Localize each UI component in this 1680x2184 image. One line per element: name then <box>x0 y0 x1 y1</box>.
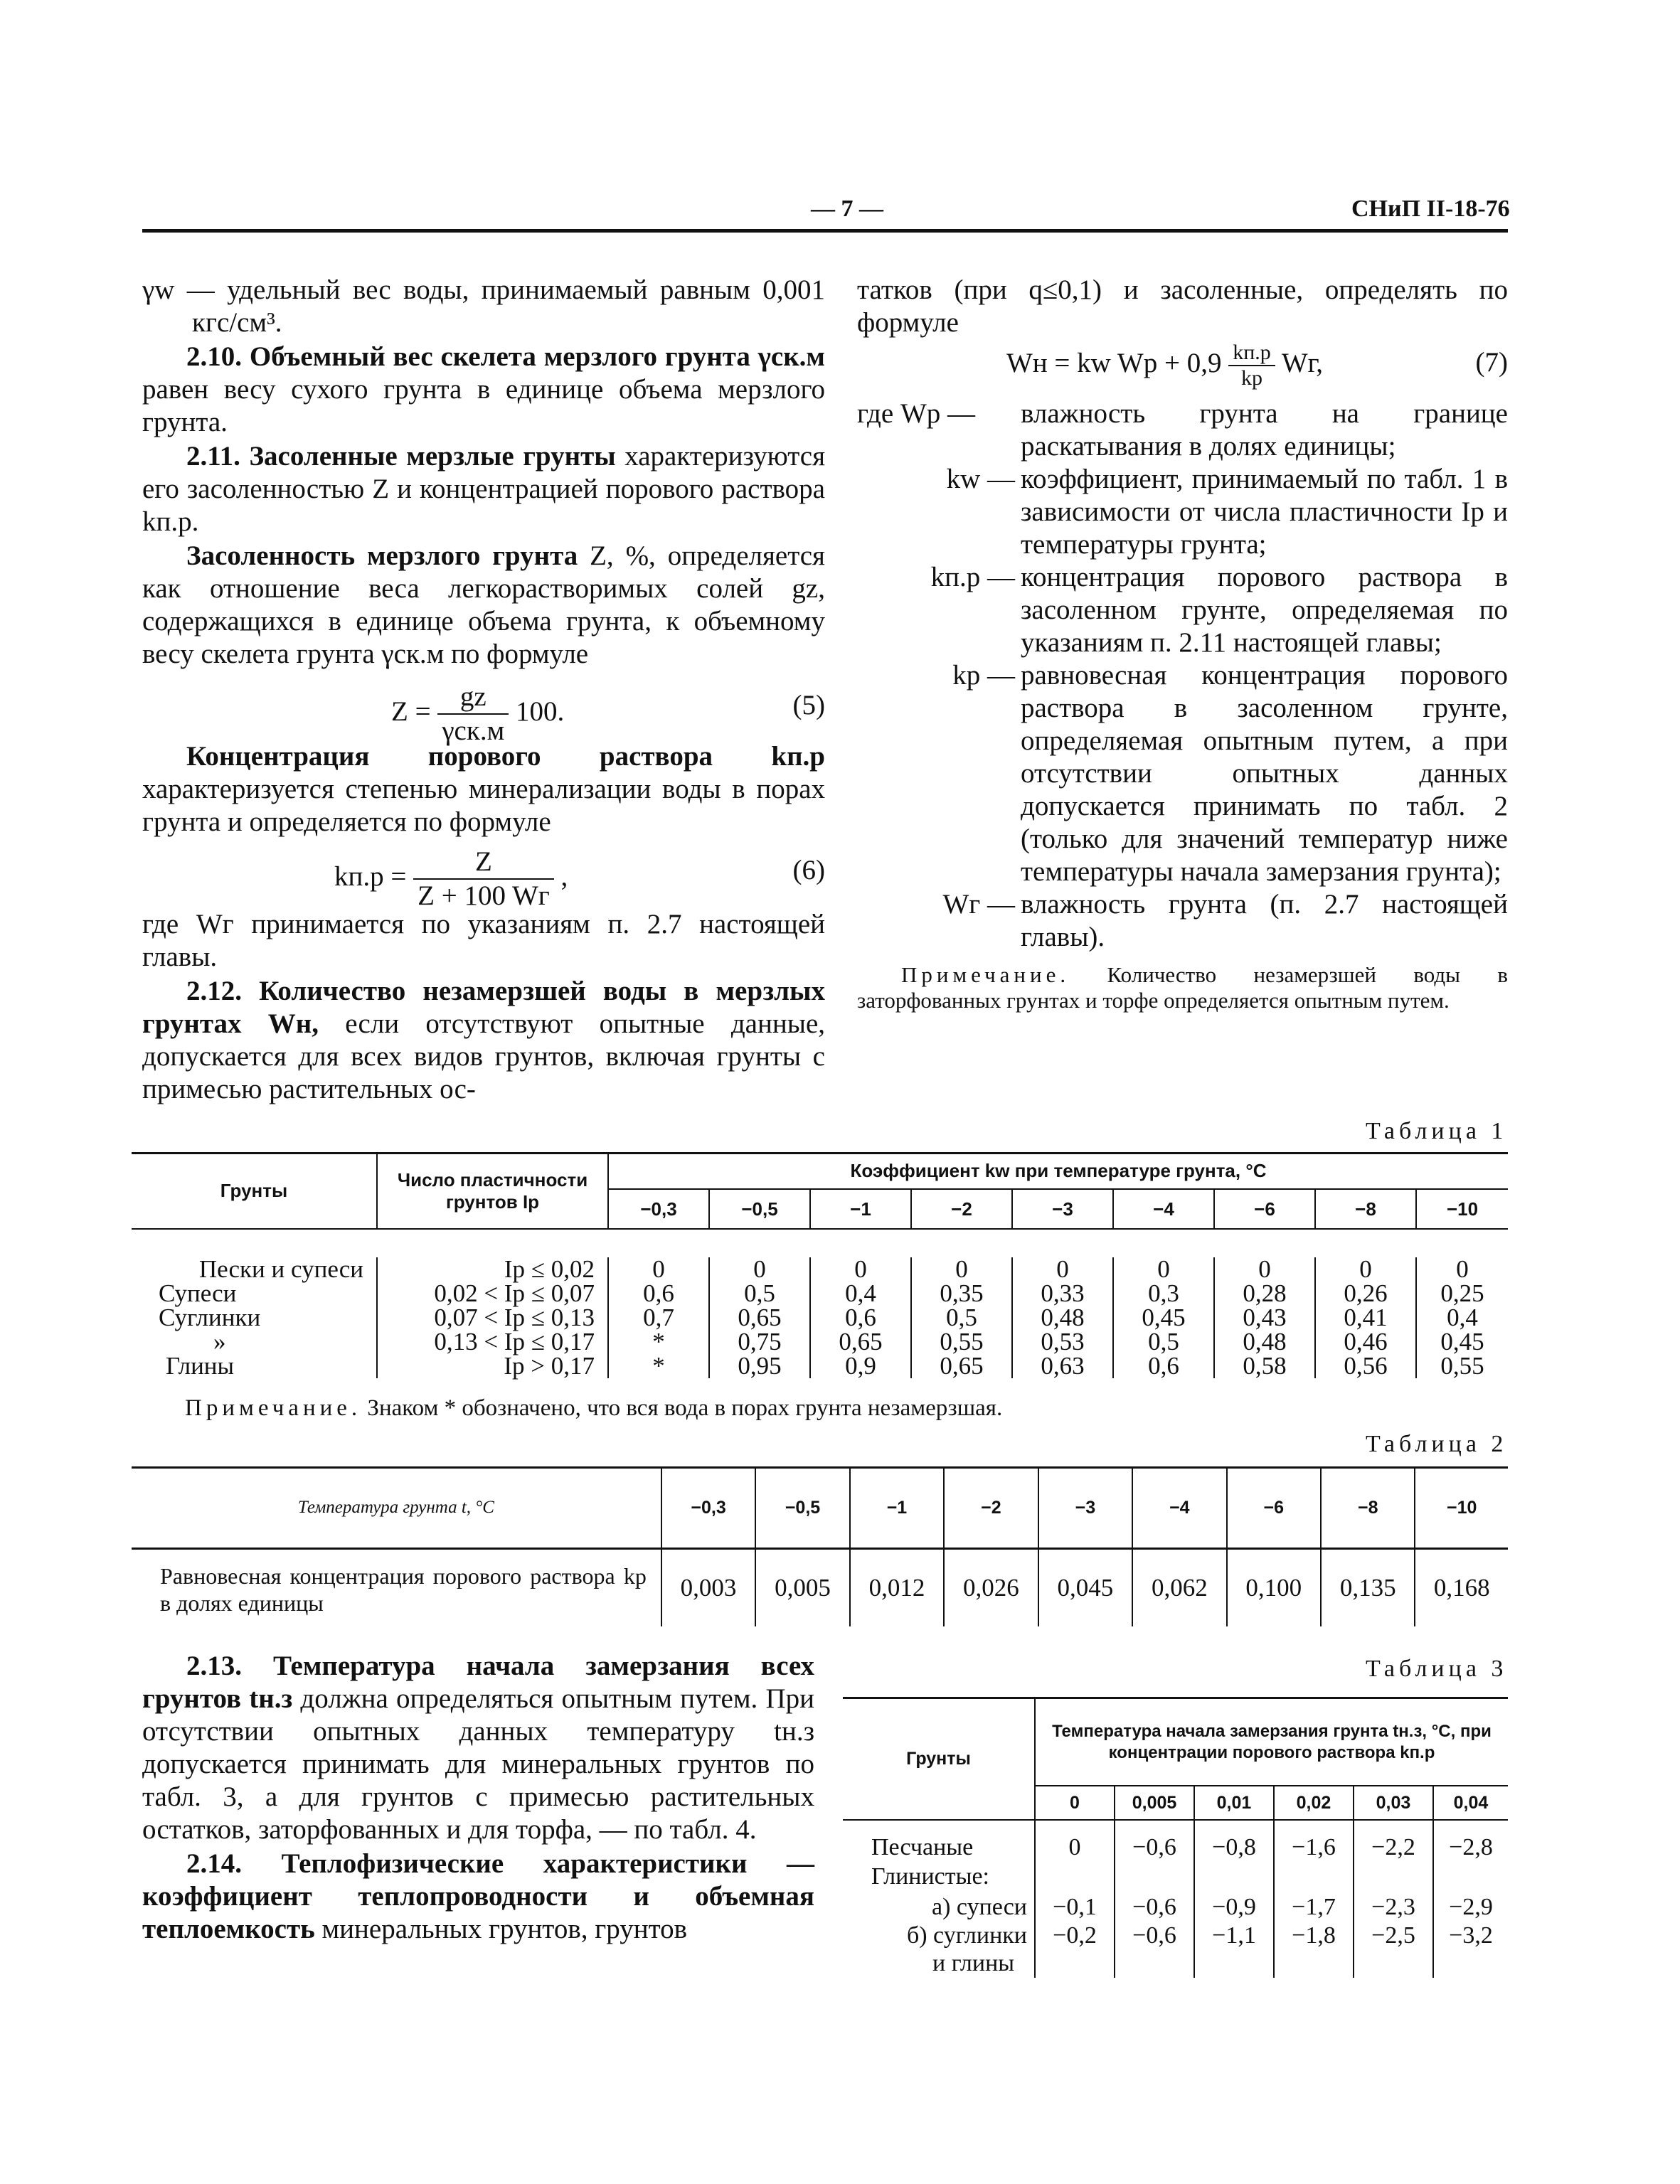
table-1-soil: Пески и супеси <box>198 1255 363 1283</box>
clause-number: 2.10. <box>186 341 242 372</box>
table-2 <box>132 1469 1508 1626</box>
table-3-cell <box>1115 1949 1194 1978</box>
formula-lhs: Z = <box>391 696 431 727</box>
table-1-cell: 0,75 <box>709 1330 810 1354</box>
table-3-cell: −0,6 <box>1115 1820 1194 1861</box>
definition-text: влажность грунта на границе раскатывания в долях единицы; <box>1021 398 1508 462</box>
definition-text: коэффициент, принимаемый по табл. 1 в зависимости от числа пластичности Ip и температуры грунта; <box>1021 464 1508 560</box>
table-3-cell <box>1035 1861 1115 1892</box>
table-3-cell: −0,2 <box>1035 1922 1115 1949</box>
table-3-soil: Песчаные <box>843 1820 1035 1861</box>
paragraph-concentration <box>142 740 825 838</box>
fraction-denominator: γск.м <box>442 715 505 746</box>
table-3-cell <box>1354 1949 1433 1978</box>
table-3-header-soil: Грунты <box>843 1699 1035 1820</box>
table-1 <box>132 1154 1508 1378</box>
table-2-header-label: Температура грунта t, °С <box>132 1469 661 1548</box>
header-rule <box>142 229 1508 233</box>
term-text: характеризуется степенью минерализации воды в порах грунта и определяется по формуле <box>142 774 825 837</box>
formula-lhs: kп.р = <box>334 861 407 892</box>
table-1-cell: 0,28 <box>1214 1282 1315 1306</box>
clause-number: 2.14. <box>186 1848 242 1879</box>
formula-tail: , <box>560 861 568 892</box>
table-1-cell: 0 <box>810 1257 911 1282</box>
note-text: Количество незамерзшей воды в заторфованных грунтах и торфе определяется опытным путем. <box>857 962 1508 1013</box>
table-3-conc-header: 0,04 <box>1453 1792 1489 1813</box>
formula-number: (5) <box>792 690 825 720</box>
table-2-cell: 0,005 <box>755 1548 849 1626</box>
table-2-temp-header: −1 <box>850 1469 944 1548</box>
clause-title: Засоленные мерзлые грунты <box>249 441 616 472</box>
table-2-cell: 0,062 <box>1132 1548 1226 1626</box>
definition-item <box>857 398 1508 463</box>
table-3-soil: и глины <box>843 1949 1035 1978</box>
table-1-temp-header: −2 <box>911 1189 1012 1229</box>
clause-text: должна определяться опытным путем. При отсутствии опытных данных температуру tн.з допускается принимать для минеральных грунтов по табл. 3, а для грунтов с примесью растительных остатков, заторфованных и для торфа, — по табл. 4. <box>142 1683 815 1845</box>
table-3-caption: Таблица 3 <box>1366 1656 1508 1682</box>
table-1-temp-header: −1 <box>810 1189 911 1229</box>
table-1-header-plasticity: Число пластичности грунтов Ip <box>377 1154 608 1229</box>
definition-item <box>857 561 1508 659</box>
definition-text: концентрация порового раствора в засоленном грунте, определяемая по указаниям п. 2.11 настоящей главы; <box>1021 562 1508 658</box>
table-2-temp-header: −3 <box>1038 1469 1132 1548</box>
table-1-spacer <box>132 1229 1508 1257</box>
table-1-cell: 0,35 <box>911 1282 1012 1306</box>
table-3-cell: 0 <box>1035 1820 1115 1861</box>
table-1-plasticity: 0,07 < Ip ≤ 0,13 <box>377 1306 608 1330</box>
table-1-cell: 0,5 <box>911 1306 1012 1330</box>
table-1-header-coefficient: Коэффициент kw при температуре грунта, °С <box>608 1154 1508 1189</box>
paragraph-2-14 <box>142 1848 814 1946</box>
table-3-cell: −0,8 <box>1194 1820 1274 1861</box>
table-1-cell: 0,63 <box>1012 1354 1113 1378</box>
table-row <box>843 1861 1508 1892</box>
table-2-temp-header: −6 <box>1227 1469 1321 1548</box>
clause-title: Объемный вес скелета мерзлого грунта γск.м <box>249 341 825 372</box>
table-1-cell: 0 <box>1012 1257 1113 1282</box>
clause-number: 2.12. <box>186 976 242 1006</box>
paragraph-continuation: татков (при q≤0,1) и засоленные, определять по формуле <box>857 275 1508 338</box>
table-row <box>132 1354 1508 1378</box>
table-2-temp-header: −8 <box>1321 1469 1415 1548</box>
fraction-denominator: Z + 100 Wг <box>418 880 550 911</box>
table-3-cell: −1,7 <box>1274 1892 1354 1922</box>
table-2-temp-header: −10 <box>1447 1497 1477 1518</box>
table-1-cell: 0,48 <box>1012 1306 1113 1330</box>
table-3-cell <box>1433 1949 1508 1978</box>
table-3-cell: −2,3 <box>1354 1892 1433 1922</box>
table-1-cell: 0,6 <box>1113 1354 1214 1378</box>
table-3 <box>843 1699 1508 1978</box>
table-3-conc-header: 0 <box>1035 1786 1115 1820</box>
table-3-cell <box>1274 1861 1354 1892</box>
table-1-plasticity: 0,13 < Ip ≤ 0,17 <box>377 1330 608 1354</box>
table-row <box>132 1330 1508 1354</box>
term-title: Концентрация порового раствора kп.р <box>186 741 825 772</box>
table-row <box>843 1949 1508 1978</box>
table-3-cell: −1,8 <box>1274 1922 1354 1949</box>
note-label: Примечание. <box>185 1395 362 1421</box>
table-1-temp-header: −6 <box>1214 1189 1315 1229</box>
table-1-cell: 0,56 <box>1315 1354 1416 1378</box>
table-2-cell: 0,012 <box>850 1548 944 1626</box>
formula-number: (7) <box>1475 347 1508 378</box>
table-2-cell: 0,045 <box>1038 1548 1132 1626</box>
formula-tail: 100. <box>516 696 565 727</box>
table-3-cell: −2,5 <box>1354 1922 1433 1949</box>
definition-symbol: kp — <box>952 660 1015 691</box>
table-2-temp-header: −0,5 <box>755 1469 849 1548</box>
table-3-cell <box>1115 1861 1194 1892</box>
table-2-row-label: Равновесная концентрация порового раствора kp в долях единицы <box>132 1548 661 1626</box>
table-1-cell: 0,45 <box>1440 1328 1484 1355</box>
table-1-cell: 0,41 <box>1315 1306 1416 1330</box>
formula-tail: Wг, <box>1281 347 1323 378</box>
table-1-cell: 0,65 <box>911 1354 1012 1378</box>
table-row <box>843 1892 1508 1922</box>
table-2-cell: 0,026 <box>944 1548 1038 1626</box>
table-1-cell: 0,6 <box>608 1282 709 1306</box>
note-unfrozen-water <box>857 962 1508 1013</box>
table-3-cell: −3,2 <box>1449 1922 1493 1949</box>
clause-number: 2.13. <box>186 1651 242 1681</box>
table-1-cell: 0,33 <box>1012 1282 1113 1306</box>
table-1-cell: 0,46 <box>1315 1330 1416 1354</box>
definition-symbol: kw — <box>946 464 1015 494</box>
table-1-cell: * <box>608 1354 709 1378</box>
fraction-numerator: kп.р <box>1228 341 1275 366</box>
table-1-soil: Глины <box>166 1352 235 1380</box>
table-1-cell: 0,48 <box>1214 1330 1315 1354</box>
term-text: Z, %, определяется как отношение веса легкорастворимых солей gz, содержащихся в единице объема грунта, к объемному весу скелета грунта γск.м по формуле <box>142 540 825 669</box>
table-1-cell: 0 <box>1315 1257 1416 1282</box>
formula-number: (6) <box>792 855 825 885</box>
table-1-cell: 0,95 <box>709 1354 810 1378</box>
left-column <box>142 274 825 1107</box>
table-1-cell: 0 <box>608 1257 709 1282</box>
definition-item <box>857 463 1508 561</box>
table-1-plasticity: Ip ≤ 0,02 <box>377 1257 608 1282</box>
table-1-soil: » <box>213 1328 226 1355</box>
formula-7 <box>857 341 1508 398</box>
table-1-cell: 0,53 <box>1012 1330 1113 1354</box>
table-3-header-temp: Температура начала замерзания грунта tн.з, °С, при концентрации порового раствора kп.р <box>1035 1699 1508 1786</box>
definition-symbol: kп.р — <box>930 562 1015 592</box>
table-3-cell <box>1354 1861 1433 1892</box>
definition-item <box>857 888 1508 954</box>
table-1-cell: 0,5 <box>1113 1330 1214 1354</box>
table-2-temp-header: −2 <box>944 1469 1038 1548</box>
table-1-cell: 0,9 <box>810 1354 911 1378</box>
table-1-soil: Суглинки <box>159 1304 261 1331</box>
table-3-cell <box>1433 1861 1508 1892</box>
table-1-cell: 0,3 <box>1113 1282 1214 1306</box>
table-row <box>132 1257 1508 1282</box>
formula-fraction <box>437 681 509 747</box>
table-1-cell: 0,25 <box>1440 1279 1484 1307</box>
document-code: СНиП II-18-76 <box>1351 196 1510 222</box>
formula-fraction <box>413 846 554 912</box>
table-1-cell: 0 <box>911 1257 1012 1282</box>
table-1-cell: 0 <box>709 1257 810 1282</box>
table-1-cell: 0,45 <box>1113 1306 1214 1330</box>
table-1-temp-header: −8 <box>1315 1189 1416 1229</box>
table-1-note <box>185 1395 1002 1421</box>
table-row <box>132 1306 1508 1330</box>
table-1-cell: 0,4 <box>810 1282 911 1306</box>
table-3-conc-header: 0,03 <box>1354 1786 1433 1820</box>
table-row <box>843 1922 1508 1949</box>
table-2-cell: 0,168 <box>1433 1573 1490 1602</box>
table-1-cell: 0,7 <box>608 1306 709 1330</box>
clause-number: 2.11. <box>186 441 240 472</box>
table-1-cell: 0,55 <box>911 1330 1012 1354</box>
table-1-cell: 0 <box>1113 1257 1214 1282</box>
table-3-cell: −1,1 <box>1194 1922 1274 1949</box>
clause-title: Теплофизические характеристики — коэффициент теплопроводности и объемная теплоемкость <box>142 1848 814 1944</box>
table-1-temp-header: −0,5 <box>709 1189 810 1229</box>
note-label: Примечание. <box>901 962 1070 987</box>
table-1-cell: 0,26 <box>1315 1282 1416 1306</box>
table-3-cell: −0,6 <box>1115 1892 1194 1922</box>
fraction-numerator: Z <box>413 846 554 880</box>
note-text: Знаком * обозначено, что вся вода в порах грунта незамерзшая. <box>367 1395 1003 1421</box>
paragraph-2-13 <box>142 1650 814 1846</box>
paragraph-2-12 <box>142 975 825 1106</box>
clause-text: характеризуются его засоленностью Z и концентрацией порового раствора kп.р. <box>142 441 826 537</box>
table-1-cell: * <box>608 1330 709 1354</box>
table-1-plasticity: 0,02 < Ip ≤ 0,07 <box>377 1282 608 1306</box>
table-row <box>132 1282 1508 1306</box>
clause-text: минеральных грунтов, грунтов <box>321 1914 688 1944</box>
table-1-temp-header: −0,3 <box>608 1189 709 1229</box>
table-3-conc-header: 0,005 <box>1115 1786 1194 1820</box>
term-title: Засоленность мерзлого грунта <box>186 540 578 571</box>
table-2-temp-header: −4 <box>1132 1469 1226 1548</box>
table-3-cell: −2,2 <box>1354 1820 1433 1861</box>
table-3-conc-header: 0,02 <box>1274 1786 1354 1820</box>
table-2-cell: 0,100 <box>1227 1548 1321 1626</box>
right-column <box>857 274 1508 1015</box>
table-row <box>843 1820 1508 1861</box>
fraction-numerator: gz <box>437 681 509 715</box>
table-2-caption: Таблица 2 <box>1366 1431 1508 1457</box>
table-1-soil: Супеси <box>159 1279 237 1307</box>
table-1-cell: 0,58 <box>1214 1354 1315 1378</box>
table-1-cell: 0,65 <box>709 1306 810 1330</box>
page-number: — 7 — <box>811 196 883 222</box>
clause-title: Температура начала замерзания всех грунтов tн.з <box>142 1651 815 1714</box>
definitions-list <box>857 398 1508 954</box>
table-1-caption: Таблица 1 <box>1366 1118 1508 1144</box>
table-1-cell: 0,43 <box>1214 1306 1315 1330</box>
paragraph-salinity <box>142 540 825 671</box>
table-3-cell: −0,9 <box>1194 1892 1274 1922</box>
paragraph-where-wg: где Wг принимается по указаниям п. 2.7 настоящей главы. <box>142 909 825 972</box>
table-3-conc-header: 0,01 <box>1194 1786 1274 1820</box>
table-1-temp-header: −4 <box>1113 1189 1214 1229</box>
definition-item <box>857 659 1508 888</box>
table-1-cell: 0,6 <box>810 1306 911 1330</box>
definition-symbol: Wг — <box>942 889 1015 920</box>
table-3-soil: Глинистые: <box>843 1861 1035 1892</box>
table-3-soil: а) супеси <box>843 1892 1035 1922</box>
lower-left-column <box>142 1650 814 1947</box>
table-3-cell: −1,6 <box>1274 1820 1354 1861</box>
clause-text: равен весу сухого грунта в единице объема мерзлого грунта. <box>142 374 825 437</box>
paragraph-water-weight: γw — удельный вес воды, принимаемый равным 0,001 кгс/см³. <box>142 275 825 338</box>
table-1-temp-header: −10 <box>1446 1198 1479 1220</box>
table-1-cell: 0 <box>1214 1257 1315 1282</box>
paragraph-2-10 <box>142 341 825 439</box>
formula-5 <box>142 672 825 746</box>
table-3-cell: −0,1 <box>1035 1892 1115 1922</box>
table-3-cell: −2,9 <box>1449 1894 1493 1920</box>
clause-title: Количество незамерзшей воды в мерзлых грунтах Wн, <box>142 976 825 1039</box>
definition-symbol: где Wp — <box>857 398 976 429</box>
table-3-cell <box>1194 1949 1274 1978</box>
table-1-plasticity: Ip > 0,17 <box>377 1354 608 1378</box>
table-3-cell <box>1274 1949 1354 1978</box>
table-3-soil: б) суглинки <box>843 1922 1035 1949</box>
table-3-cell: −2,8 <box>1449 1834 1493 1860</box>
table-1-cell: 0,4 <box>1447 1304 1478 1331</box>
formula-lhs: Wн = kw Wp + 0,9 <box>1006 347 1222 378</box>
definition-text: равновесная концентрация порового раствора в засоленном грунте, определяемая опытным путем, а при отсутствии опытных данных допускается принимать по табл. 2 (только для значений температур ниже температуры начала замерзания грунта); <box>1021 660 1508 887</box>
table-3-cell <box>1035 1949 1115 1978</box>
table-1-cell: 0,65 <box>810 1330 911 1354</box>
table-2-cell: 0,135 <box>1321 1548 1415 1626</box>
formula-fraction <box>1228 341 1275 390</box>
table-1-cell: 0,5 <box>709 1282 810 1306</box>
table-2-temp-header: −0,3 <box>661 1469 755 1548</box>
clause-text: если отсутствуют опытные данные, допускается для всех видов грунтов, включая грунты с примесью растительных ос- <box>142 1008 825 1104</box>
formula-6 <box>142 840 825 911</box>
table-1-header-soil: Грунты <box>132 1154 377 1229</box>
definition-text: влажность грунта (п. 2.7 настоящей главы). <box>1021 889 1508 952</box>
fraction-denominator: kp <box>1240 366 1262 390</box>
table-2-cell: 0,003 <box>661 1548 755 1626</box>
table-3-cell <box>1194 1861 1274 1892</box>
table-3-cell: −0,6 <box>1115 1922 1194 1949</box>
table-1-temp-header: −3 <box>1012 1189 1113 1229</box>
paragraph-2-11 <box>142 440 825 538</box>
table-1-cell: 0 <box>1456 1255 1469 1283</box>
table-1-cell: 0,55 <box>1440 1352 1484 1380</box>
